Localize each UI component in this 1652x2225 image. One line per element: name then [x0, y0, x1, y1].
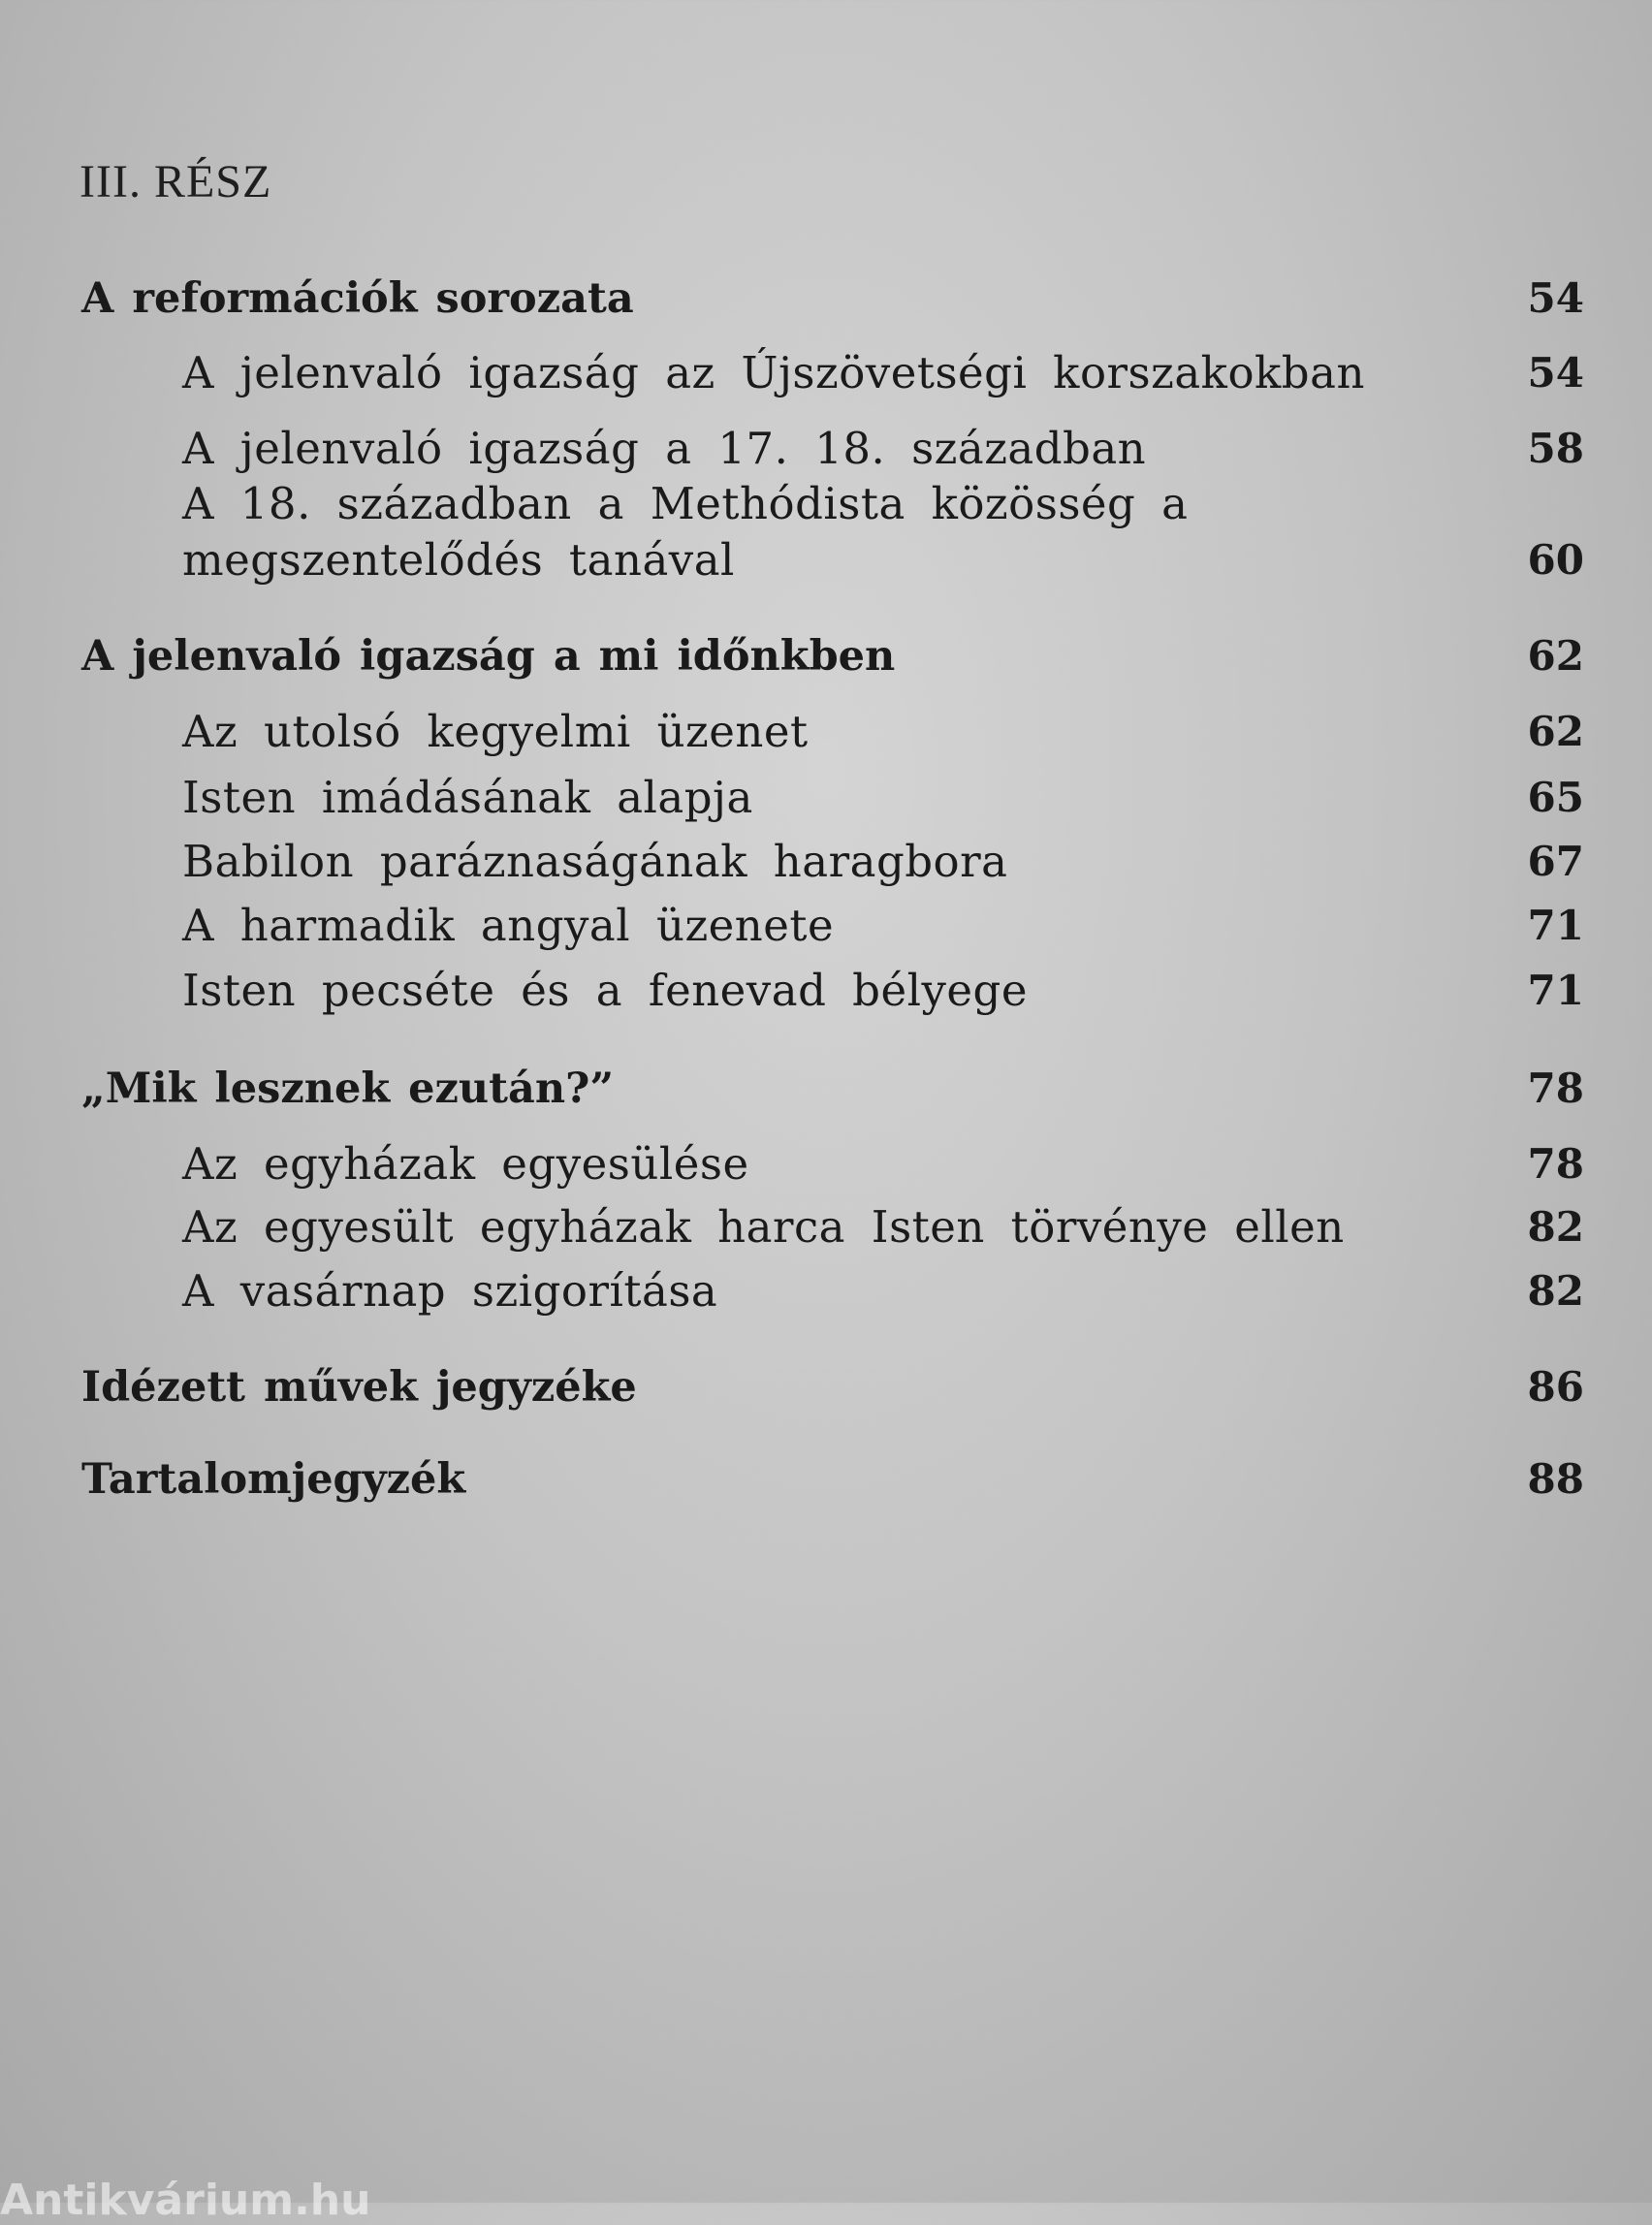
toc-page-number: 62 — [1527, 708, 1584, 755]
toc-page-number: 82 — [1527, 1267, 1584, 1315]
site-watermark: Antikvárium.hu — [0, 2176, 371, 2225]
toc-section-title: A reformációk sorozata — [81, 274, 634, 323]
toc-section-title: „Mik lesznek ezután?” — [81, 1065, 615, 1113]
toc-entry — [0, 833, 1652, 891]
toc-entry-title: A jelenvaló igazság a 17. 18. században — [182, 423, 1147, 474]
toc-page-number: 82 — [1527, 1203, 1584, 1251]
toc-page-number: 71 — [1527, 967, 1584, 1014]
toc-entry-section — [0, 1358, 1652, 1416]
toc-page-number: 60 — [1527, 536, 1584, 584]
toc-page-number: 65 — [1527, 774, 1584, 821]
part-heading: III. RÉSZ — [79, 156, 272, 207]
toc-entry-title: A jelenvaló igazság az Újszövetségi korszakokban — [182, 347, 1365, 398]
toc-entry — [0, 1198, 1652, 1256]
toc-page-number: 58 — [1527, 425, 1584, 472]
toc-entry — [0, 1135, 1652, 1193]
toc-entry — [0, 344, 1652, 402]
toc-page-number: 54 — [1527, 349, 1584, 397]
toc-entry-title-line1: A 18. században a Methódista közösség a — [182, 478, 1189, 529]
toc-entry — [0, 703, 1652, 761]
toc-entry-title: Isten pecséte és a fenevad bélyege — [182, 965, 1028, 1016]
toc-page-number: 71 — [1527, 902, 1584, 949]
toc-entry — [0, 962, 1652, 1020]
toc-entry — [0, 420, 1652, 478]
toc-entry-section — [0, 1450, 1652, 1509]
toc-entry — [0, 1262, 1652, 1320]
toc-page-number: 86 — [1527, 1363, 1584, 1411]
toc-entry-title: A harmadik angyal üzenete — [182, 900, 835, 951]
toc-entry-title: Isten imádásának alapja — [182, 772, 753, 823]
toc-page-number: 88 — [1527, 1455, 1584, 1503]
toc-entry-title: Az egyházak egyesülése — [182, 1138, 749, 1190]
toc-section-title: Idézett művek jegyzéke — [81, 1363, 637, 1412]
toc-entry-title: A vasárnap szigorítása — [182, 1265, 718, 1317]
toc-entry-title: Az egyesült egyházak harca Isten törvénye ellen — [182, 1201, 1345, 1253]
toc-entry — [0, 897, 1652, 955]
toc-page-number: 78 — [1527, 1065, 1584, 1112]
toc-entry-title: Babilon paráznaságának haragbora — [182, 836, 1008, 887]
toc-page-number: 67 — [1527, 838, 1584, 885]
toc-entry-section — [0, 1060, 1652, 1118]
toc-page-number: 62 — [1527, 632, 1584, 680]
toc-entry-title: Az utolsó kegyelmi üzenet — [182, 706, 809, 757]
toc-entry-title-line2: megszentelődés tanával — [182, 534, 735, 586]
toc-page-number: 54 — [1527, 274, 1584, 322]
toc-section-title: A jelenvaló igazság a mi időnkben — [81, 632, 896, 681]
toc-entry-section — [0, 270, 1652, 328]
toc-entry — [0, 769, 1652, 827]
toc-entry-section — [0, 627, 1652, 685]
toc-entry — [0, 475, 1652, 591]
toc-page-number: 78 — [1527, 1140, 1584, 1188]
toc-section-title: Tartalomjegyzék — [81, 1455, 466, 1504]
